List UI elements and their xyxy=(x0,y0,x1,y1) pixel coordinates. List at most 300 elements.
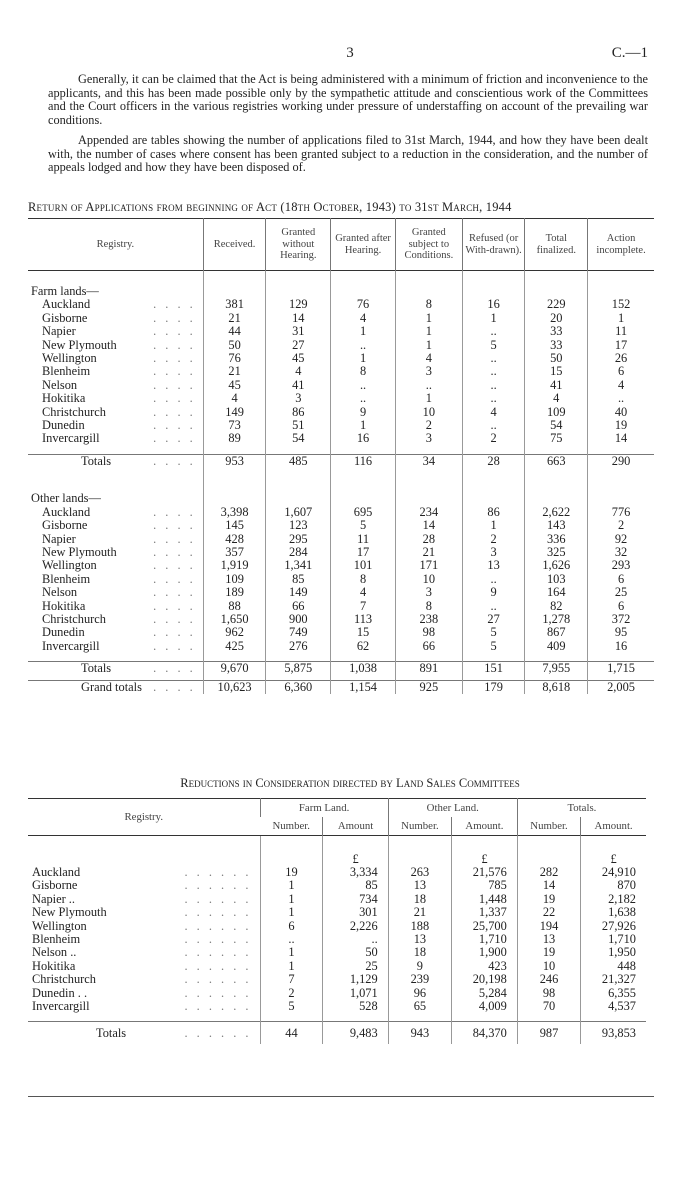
value-cell: 189 xyxy=(203,586,266,599)
value-cell: 1,650 xyxy=(203,613,266,626)
total-value: 44 xyxy=(260,1022,323,1045)
col-granted-after-hearing: Granted after Hearing. xyxy=(331,219,396,271)
registry-label-wrap xyxy=(32,987,256,1000)
value-cell: 194 xyxy=(517,920,580,933)
registry-label-wrap xyxy=(32,866,256,879)
value-cell: 734 xyxy=(323,893,388,906)
value-cell: .. xyxy=(462,379,525,392)
spacer-cell xyxy=(203,468,266,492)
value-cell: 301 xyxy=(323,906,388,919)
value-cell: 70 xyxy=(517,1000,580,1013)
leader-dots: . . . . xyxy=(153,310,196,325)
value-cell: 9 xyxy=(388,960,451,973)
value-cell: 1,710 xyxy=(452,933,518,946)
value-cell: 13 xyxy=(517,933,580,946)
spacer-cell xyxy=(588,271,654,286)
leader-dots: . . . . xyxy=(153,418,196,433)
leader-dots: . . . . xyxy=(153,431,196,446)
table-row xyxy=(28,960,646,973)
totals-label-cell xyxy=(28,1022,260,1045)
totals-row xyxy=(28,680,654,694)
value-cell: 27 xyxy=(266,339,331,352)
value-cell: .. xyxy=(462,352,525,365)
registry-label-wrap xyxy=(32,920,256,933)
value-cell: .. xyxy=(462,600,525,613)
value-cell: 2 xyxy=(588,519,654,532)
registry-name: Christchurch xyxy=(42,404,107,419)
value-cell: 1 xyxy=(260,946,323,959)
value-cell: 54 xyxy=(266,432,331,445)
section-label: Farm lands— xyxy=(31,284,99,298)
value-cell: 1 xyxy=(395,325,462,338)
spacer-cell xyxy=(260,836,323,867)
col-registry: Registry. xyxy=(96,238,135,250)
value-cell: 5 xyxy=(260,1000,323,1013)
value-cell: 5 xyxy=(462,339,525,352)
value-cell: 423 xyxy=(452,960,518,973)
registry-label-wrap xyxy=(42,586,200,599)
total-value: 84,370 xyxy=(452,1022,518,1045)
total-value: 28 xyxy=(462,454,525,468)
table-row xyxy=(28,339,654,352)
leader-dots: . . . . xyxy=(153,391,196,406)
registry-cell xyxy=(28,519,203,532)
value-cell: 24,910 xyxy=(581,866,646,879)
col-granted-subject: Granted subject to Conditions. xyxy=(395,219,462,271)
t2-sub-number: Number. xyxy=(272,820,310,832)
value-cell: .. xyxy=(462,573,525,586)
registry-cell xyxy=(28,406,203,419)
registry-label-wrap xyxy=(42,392,200,405)
leader-dots: . . . . . . xyxy=(184,1025,252,1040)
value-cell: 22 xyxy=(517,906,580,919)
applications-table xyxy=(28,218,654,694)
value-cell: 9 xyxy=(331,406,396,419)
value-cell: 1 xyxy=(462,519,525,532)
registry-cell xyxy=(28,379,203,392)
value-cell: 4 xyxy=(203,392,266,405)
value-cell: 44 xyxy=(203,325,266,338)
currency-symbol: £ xyxy=(581,836,646,867)
value-cell: 164 xyxy=(525,586,588,599)
paragraph-2: Appended are tables showing the number of applications filed to 31st March, 1944, and how they have been dealt with, the number of cases where consent has been granted subject to a reduction in the consideration, and the number of appeals lodged and how they have been disposed of. xyxy=(48,133,648,175)
registry-name: Hokitika xyxy=(32,958,76,973)
value-cell: 18 xyxy=(388,946,451,959)
value-cell: 152 xyxy=(588,298,654,311)
leader-dots: . . . . . . xyxy=(184,945,252,960)
totals-label: Totals xyxy=(96,1025,127,1040)
registry-cell xyxy=(28,339,203,352)
value-cell: 14 xyxy=(588,432,654,445)
table-row xyxy=(28,879,646,892)
spacer-cell xyxy=(581,1013,646,1022)
spacer-cell xyxy=(266,468,331,492)
table-row xyxy=(28,586,654,599)
value-cell: 4 xyxy=(266,365,331,378)
total-value: 10,623 xyxy=(203,680,266,694)
value-cell: 86 xyxy=(266,406,331,419)
value-cell: 98 xyxy=(517,987,580,1000)
value-cell: 4,537 xyxy=(581,1000,646,1013)
value-cell: 85 xyxy=(266,573,331,586)
totals-label: Grand totals xyxy=(81,679,142,694)
totals-label: Totals xyxy=(81,661,112,676)
value-cell: 41 xyxy=(525,379,588,392)
leader-dots: . . . . xyxy=(153,518,196,533)
value-cell: 1,950 xyxy=(581,946,646,959)
registry-label-wrap xyxy=(32,973,256,986)
registry-label-wrap xyxy=(42,379,200,392)
table-row xyxy=(28,506,654,519)
empty-cell xyxy=(331,285,396,298)
value-cell: 21 xyxy=(395,546,462,559)
spacer-row xyxy=(28,1013,646,1022)
spacer-row xyxy=(28,271,654,286)
total-value: 290 xyxy=(588,454,654,468)
value-cell: 428 xyxy=(203,533,266,546)
value-cell: 3 xyxy=(395,365,462,378)
leader-dots: . . . . xyxy=(153,611,196,626)
value-cell: 867 xyxy=(525,626,588,639)
value-cell: .. xyxy=(462,325,525,338)
registry-cell xyxy=(28,312,203,325)
value-cell: 66 xyxy=(395,640,462,653)
empty-cell xyxy=(462,285,525,298)
leader-dots: . . . . . . xyxy=(184,918,252,933)
table1-body xyxy=(28,271,654,694)
registry-cell xyxy=(28,987,260,1000)
value-cell: 372 xyxy=(588,613,654,626)
value-cell: 962 xyxy=(203,626,266,639)
table-row xyxy=(28,392,654,405)
leader-dots: . . . . xyxy=(153,679,196,694)
registry-cell xyxy=(28,506,203,519)
registry-name: Nelson .. xyxy=(32,945,77,960)
value-cell: 26 xyxy=(588,352,654,365)
registry-label-wrap xyxy=(32,1000,256,1013)
registry-name: Auckland xyxy=(32,865,81,879)
totals-label-cell xyxy=(28,680,203,694)
value-cell: 8 xyxy=(331,573,396,586)
t2-sub-amount: Amount. xyxy=(581,817,646,836)
value-cell: 1 xyxy=(395,312,462,325)
total-value: 663 xyxy=(525,454,588,468)
registry-label-wrap xyxy=(42,626,200,639)
value-cell: 50 xyxy=(323,946,388,959)
table-row xyxy=(28,312,654,325)
registry-cell xyxy=(28,879,260,892)
table-row xyxy=(28,893,646,906)
value-cell: 1 xyxy=(395,392,462,405)
value-cell: 8 xyxy=(395,600,462,613)
table-row xyxy=(28,352,654,365)
value-cell: 7 xyxy=(331,600,396,613)
currency-symbol: £ xyxy=(452,836,518,867)
value-cell: 870 xyxy=(581,879,646,892)
value-cell: 109 xyxy=(525,406,588,419)
registry-name: Dunedin xyxy=(42,625,85,640)
leader-dots: . . . . xyxy=(153,598,196,613)
value-cell: 325 xyxy=(525,546,588,559)
value-cell: 1,071 xyxy=(323,987,388,1000)
registry-cell xyxy=(28,640,203,653)
section-label-row xyxy=(28,285,654,298)
value-cell: 2 xyxy=(462,533,525,546)
registry-label-wrap xyxy=(42,559,200,572)
value-cell: 13 xyxy=(388,933,451,946)
value-cell: 98 xyxy=(395,626,462,639)
value-cell: 73 xyxy=(203,419,266,432)
table1-header-row xyxy=(28,219,654,271)
totals-label-wrap xyxy=(32,1027,256,1040)
value-cell: 6 xyxy=(588,365,654,378)
spacer-cell xyxy=(28,468,203,492)
totals-label-wrap xyxy=(31,455,200,468)
value-cell: 33 xyxy=(525,339,588,352)
leader-dots: . . . . xyxy=(153,453,196,468)
spacer-cell xyxy=(395,271,462,286)
table2-title: Reductions in Consideration directed by Land Sales Committees xyxy=(180,776,520,790)
empty-cell xyxy=(588,285,654,298)
spacer-cell xyxy=(28,271,203,286)
table-row xyxy=(28,559,654,572)
leader-dots: . . . . . . xyxy=(184,878,252,893)
value-cell: 65 xyxy=(388,1000,451,1013)
document-code: C.—1 xyxy=(611,45,648,61)
table-row xyxy=(28,866,646,879)
registry-cell xyxy=(28,866,260,879)
value-cell: 19 xyxy=(588,419,654,432)
registry-label-wrap xyxy=(42,600,200,613)
leader-dots: . . . . xyxy=(153,571,196,586)
value-cell: 2,182 xyxy=(581,893,646,906)
total-value: 34 xyxy=(395,454,462,468)
table-row xyxy=(28,419,654,432)
value-cell: 10 xyxy=(517,960,580,973)
value-cell: 31 xyxy=(266,325,331,338)
spacer-cell xyxy=(203,271,266,286)
value-cell: 293 xyxy=(588,559,654,572)
registry-name: Auckland xyxy=(42,504,91,519)
value-cell: 239 xyxy=(388,973,451,986)
registry-name: Nelson xyxy=(42,377,78,392)
value-cell: 54 xyxy=(525,419,588,432)
table-row xyxy=(28,600,654,613)
registry-name: Wellington xyxy=(32,918,87,933)
value-cell: 188 xyxy=(388,920,451,933)
value-cell: 4 xyxy=(395,352,462,365)
leader-dots: . . . . . . xyxy=(184,958,252,973)
registry-label-wrap xyxy=(42,365,200,378)
value-cell: 5,284 xyxy=(452,987,518,1000)
value-cell: 21,327 xyxy=(581,973,646,986)
registry-cell xyxy=(28,1000,260,1013)
registry-label-wrap xyxy=(42,298,200,311)
table-row xyxy=(28,640,654,653)
registry-cell xyxy=(28,960,260,973)
value-cell: 32 xyxy=(588,546,654,559)
value-cell: 5 xyxy=(462,640,525,653)
value-cell: 82 xyxy=(525,600,588,613)
value-cell: 276 xyxy=(266,640,331,653)
registry-name: Napier .. xyxy=(32,891,76,906)
registry-name: Hokitika xyxy=(42,598,86,613)
value-cell: 1 xyxy=(260,906,323,919)
totals-row xyxy=(28,1022,646,1045)
table-row xyxy=(28,973,646,986)
table-row xyxy=(28,573,654,586)
value-cell: 21,576 xyxy=(452,866,518,879)
registry-name: Wellington xyxy=(42,351,97,366)
empty-cell xyxy=(525,492,588,505)
registry-name: Gisborne xyxy=(42,310,88,325)
value-cell: 41 xyxy=(266,379,331,392)
registry-cell xyxy=(28,365,203,378)
table-row xyxy=(28,933,646,946)
table-row xyxy=(28,920,646,933)
registry-cell xyxy=(28,573,203,586)
leader-dots: . . . . xyxy=(153,661,196,676)
registry-name: Gisborne xyxy=(42,518,88,533)
registry-label-wrap xyxy=(42,640,200,653)
registry-cell xyxy=(28,933,260,946)
spacer-cell xyxy=(388,836,451,867)
registry-label-wrap xyxy=(42,339,200,352)
registry-label-wrap xyxy=(32,893,256,906)
total-value: 943 xyxy=(388,1022,451,1045)
value-cell: 1,341 xyxy=(266,559,331,572)
leader-dots: . . . . . . xyxy=(184,932,252,947)
value-cell: 425 xyxy=(203,640,266,653)
value-cell: 900 xyxy=(266,613,331,626)
value-cell: 76 xyxy=(203,352,266,365)
total-value: 485 xyxy=(266,454,331,468)
value-cell: 21 xyxy=(388,906,451,919)
leader-dots: . . . . . . xyxy=(184,891,252,906)
value-cell: 5 xyxy=(462,626,525,639)
value-cell: 149 xyxy=(203,406,266,419)
total-value: 6,360 xyxy=(266,680,331,694)
registry-name: New Plymouth xyxy=(32,905,107,920)
registry-cell xyxy=(28,893,260,906)
value-cell: 143 xyxy=(525,519,588,532)
table-row xyxy=(28,365,654,378)
table-row xyxy=(28,406,654,419)
total-value: 953 xyxy=(203,454,266,468)
registry-cell xyxy=(28,298,203,311)
registry-label-wrap xyxy=(32,946,256,959)
registry-cell xyxy=(28,626,203,639)
empty-cell xyxy=(395,492,462,505)
value-cell: 16 xyxy=(331,432,396,445)
leader-dots: . . . . . . xyxy=(184,865,252,879)
value-cell: .. xyxy=(462,419,525,432)
value-cell: 18 xyxy=(388,893,451,906)
registry-label-wrap xyxy=(42,573,200,586)
registry-name: Blenheim xyxy=(32,932,81,947)
t2-sub-amount: Amount xyxy=(323,817,388,836)
total-value: 93,853 xyxy=(581,1022,646,1045)
leader-dots: . . . . xyxy=(153,531,196,546)
registry-name: Blenheim xyxy=(42,571,91,586)
total-value: 1,715 xyxy=(588,662,654,676)
value-cell: 2,622 xyxy=(525,506,588,519)
value-cell: 86 xyxy=(462,506,525,519)
registry-name: New Plymouth xyxy=(42,544,117,559)
page-number: 3 xyxy=(346,45,354,61)
registry-cell xyxy=(28,920,260,933)
value-cell: 749 xyxy=(266,626,331,639)
spacer-cell xyxy=(525,468,588,492)
spacer-cell xyxy=(462,468,525,492)
spacer-cell xyxy=(266,271,331,286)
leader-dots: . . . . . . xyxy=(184,985,252,1000)
value-cell: 2 xyxy=(462,432,525,445)
table-row xyxy=(28,626,654,639)
registry-name: Gisborne xyxy=(32,878,78,893)
t2-col-registry: Registry. xyxy=(28,799,260,836)
value-cell: 45 xyxy=(203,379,266,392)
value-cell: 50 xyxy=(525,352,588,365)
registry-label-wrap xyxy=(32,906,256,919)
registry-cell xyxy=(28,546,203,559)
leader-dots: . . . . xyxy=(153,544,196,559)
value-cell: 25 xyxy=(323,960,388,973)
value-cell: 13 xyxy=(462,559,525,572)
value-cell: 6 xyxy=(588,573,654,586)
value-cell: 238 xyxy=(395,613,462,626)
total-value: 1,154 xyxy=(331,680,396,694)
spacer-cell xyxy=(395,468,462,492)
total-value: 179 xyxy=(462,680,525,694)
value-cell: 528 xyxy=(323,1000,388,1013)
total-value: 9,483 xyxy=(323,1022,388,1045)
value-cell: 785 xyxy=(452,879,518,892)
value-cell: 20 xyxy=(525,312,588,325)
table-row xyxy=(28,613,654,626)
spacer-cell xyxy=(331,468,396,492)
value-cell: .. xyxy=(588,392,654,405)
value-cell: 25 xyxy=(588,586,654,599)
value-cell: 28 xyxy=(395,533,462,546)
value-cell: 19 xyxy=(517,893,580,906)
registry-label-wrap xyxy=(42,613,200,626)
value-cell: 381 xyxy=(203,298,266,311)
value-cell: 25,700 xyxy=(452,920,518,933)
value-cell: 1 xyxy=(260,960,323,973)
value-cell: 17 xyxy=(331,546,396,559)
empty-cell xyxy=(203,285,266,298)
registry-label-wrap xyxy=(42,519,200,532)
value-cell: 1 xyxy=(462,312,525,325)
section-label-row xyxy=(28,492,654,505)
value-cell: 11 xyxy=(331,533,396,546)
registry-cell xyxy=(28,392,203,405)
value-cell: 96 xyxy=(388,987,451,1000)
registry-cell xyxy=(28,419,203,432)
totals-row xyxy=(28,662,654,676)
value-cell: 145 xyxy=(203,519,266,532)
table-row xyxy=(28,379,654,392)
value-cell: 51 xyxy=(266,419,331,432)
t2-sub-number: Number. xyxy=(388,817,451,836)
table-row xyxy=(28,906,646,919)
leader-dots: . . . . xyxy=(153,404,196,419)
leader-dots: . . . . xyxy=(153,504,196,519)
value-cell: 282 xyxy=(517,866,580,879)
registry-name: Christchurch xyxy=(32,972,97,987)
value-cell: 3,334 xyxy=(323,866,388,879)
